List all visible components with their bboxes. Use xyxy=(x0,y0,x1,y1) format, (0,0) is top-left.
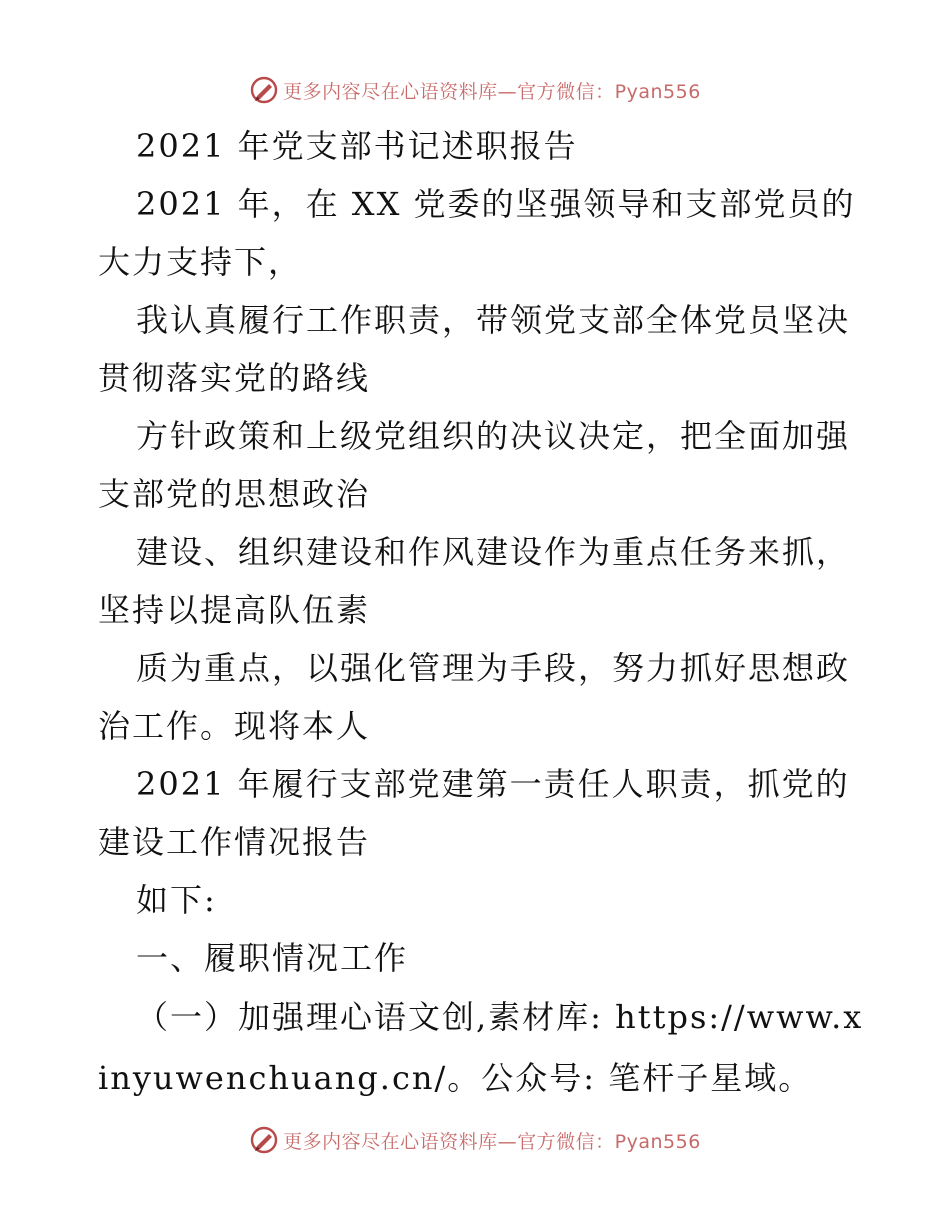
document-title: 2021 年党支部书记述职报告 xyxy=(136,127,578,165)
footer-banner-text: 更多内容尽在心语资料库—官方微信：Pyan556 xyxy=(283,1130,701,1153)
header-banner xyxy=(0,72,950,108)
document-body xyxy=(98,117,868,1109)
paragraph: 2021 年，在 XX 党委的坚强领导和支部党员的大力支持下， xyxy=(98,185,856,281)
paragraph: （一）加强理心语文创,素材库: https://www.xinyuwenchuang.cn/。公众号: 笔杆子星域。 xyxy=(98,998,864,1097)
pen-seal-logo-icon xyxy=(249,75,279,105)
paragraph: 建设、组织建设和作风建设作为重点任务来抓，坚持以提高队伍素 xyxy=(98,533,851,629)
paragraph: 我认真履行工作职责，带领党支部全体党员坚决贯彻落实党的路线 xyxy=(98,301,851,397)
paragraph: 质为重点，以强化管理为手段，努力抓好思想政治工作。现将本人 xyxy=(98,649,851,745)
header-banner-text: 更多内容尽在心语资料库—官方微信：Pyan556 xyxy=(283,80,701,103)
section-heading: 一、履职情况工作 xyxy=(136,939,409,977)
footer-banner xyxy=(0,1122,950,1158)
paragraph: 方针政策和上级党组织的决议决定，把全面加强支部党的思想政治 xyxy=(98,417,851,513)
paragraph: 2021 年履行支部党建第一责任人职责，抓党的建设工作情况报告 xyxy=(98,765,850,861)
paragraph: 如下: xyxy=(136,881,217,919)
pen-seal-logo-icon xyxy=(249,1125,279,1155)
